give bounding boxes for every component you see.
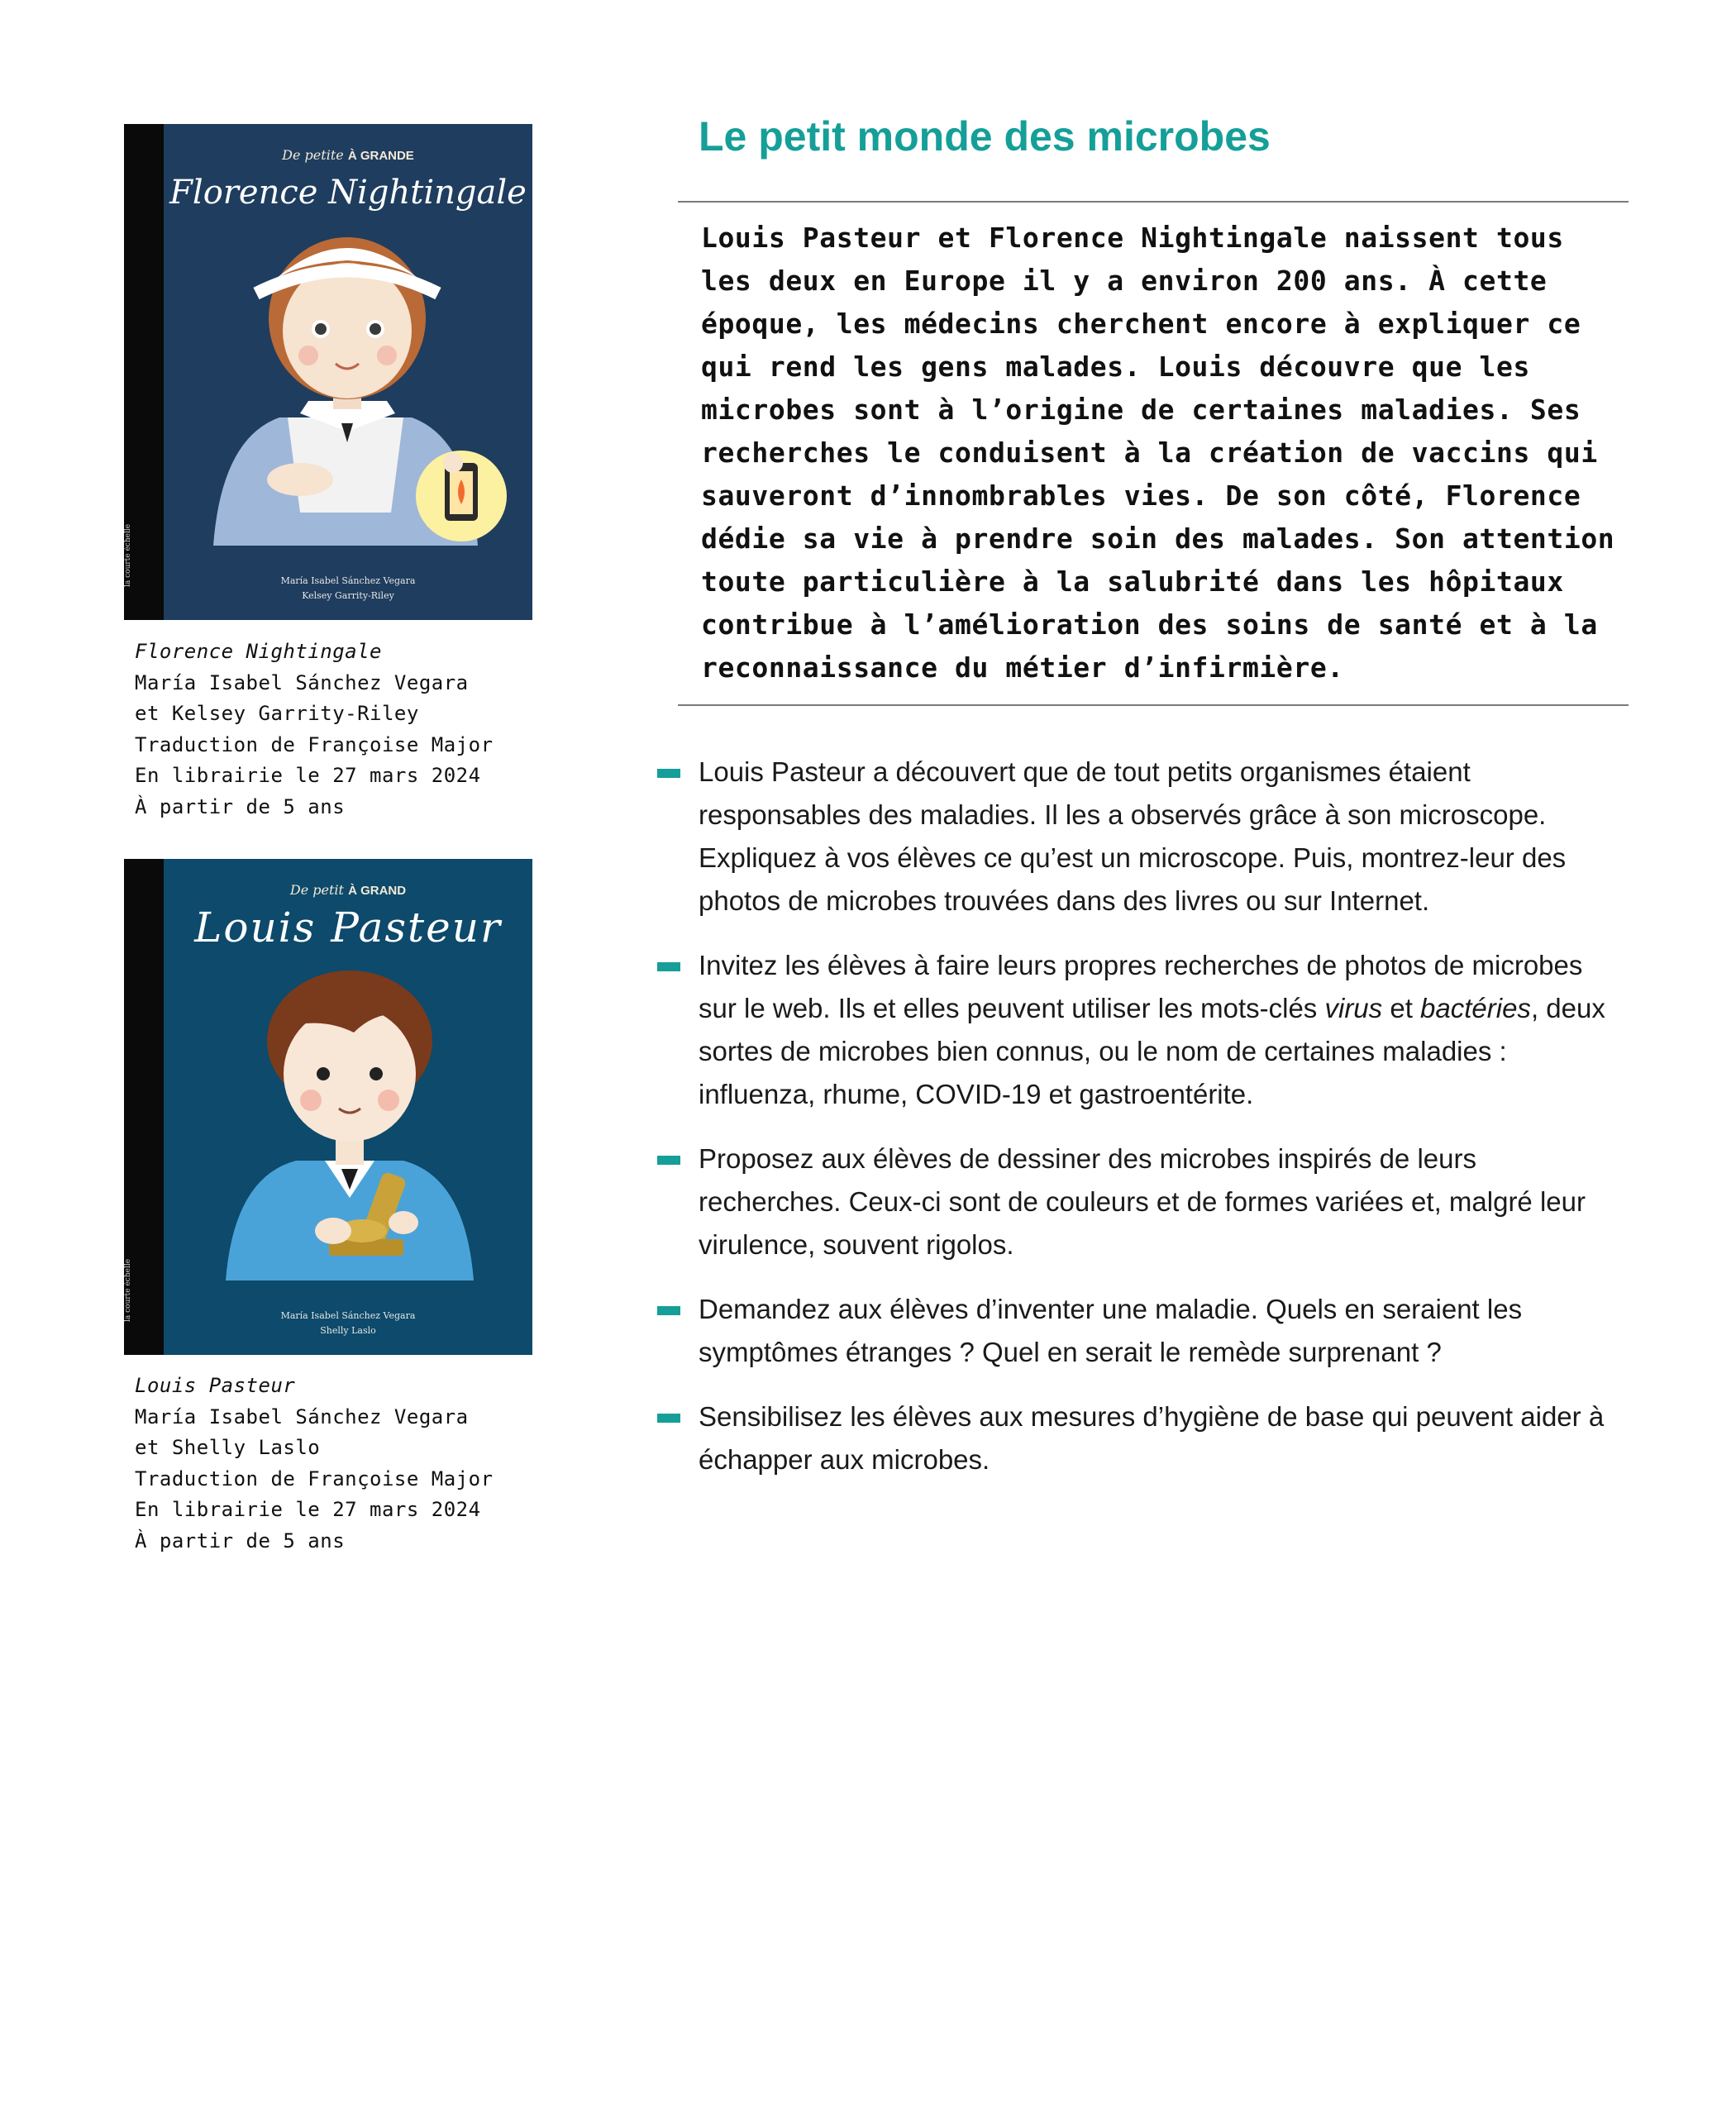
activity-text: Demandez aux élèves d’inventer une maladie. Quels en seraient les symptômes étranges ? Quel en serait le remède surprenant ?	[699, 1294, 1523, 1367]
cover-spine	[124, 859, 164, 1355]
cover-author: María Isabel Sánchez Vegara	[280, 575, 416, 586]
activity-text-before: Invitez les élèves à faire leurs propres recherches de photos de microbes sur le web. Ils et elles peuvent utiliser les mots-clés	[699, 950, 1583, 1023]
book-author: María Isabel Sánchez Vegara	[135, 670, 469, 694]
cover-series-name: À GRANDE	[347, 149, 414, 163]
book-author: María Isabel Sánchez Vegara	[135, 1405, 469, 1428]
cover-series-prefix: De petite	[282, 147, 344, 163]
cover-author: María Isabel Sánchez Vegara	[280, 1310, 416, 1321]
cover-illustrator: Kelsey Garrity-Riley	[302, 590, 394, 601]
divider-bottom	[678, 704, 1629, 706]
cover-series-name: À GRAND	[348, 884, 407, 898]
cover-series-prefix: De petit	[289, 882, 344, 898]
book-cover-florence-nightingale	[124, 124, 532, 620]
book-info-pasteur	[135, 1371, 532, 1557]
cover-publisher: la courte échelle	[124, 1258, 132, 1322]
book-illustrator: et Kelsey Garrity-Riley	[135, 702, 419, 725]
cover-spine	[124, 124, 164, 620]
florence-illustration	[164, 215, 532, 546]
activity-text-after: , deux sortes de microbes bien connus, ou le nom de certaines maladies : influenza, rhume, COVID-19 et gastroentérite.	[699, 993, 1605, 1109]
cover-credits	[164, 574, 532, 603]
pasteur-illustration	[164, 950, 532, 1281]
cover-credits	[164, 1309, 532, 1338]
bullet-dash-icon	[657, 962, 680, 971]
book-info-florence	[135, 637, 532, 823]
book-translation: Traduction de Françoise Major	[135, 732, 494, 756]
activity-text: Louis Pasteur a découvert que de tout petits organismes étaient responsables des maladies. Il les a observés grâce à son microscope. Expliquez à vos élèves ce qu’est un microscope. Puis, montrez-leur des photos de microbes trouvées dans des livres ou sur Internet.	[699, 756, 1567, 916]
cover-series	[164, 882, 532, 898]
bullet-dash-icon	[657, 769, 680, 778]
book-cover-louis-pasteur	[124, 859, 532, 1355]
book-release: En librairie le 27 mars 2024	[135, 1498, 481, 1521]
cover-title: Louis Pasteur	[194, 904, 502, 951]
intro-paragraph: Louis Pasteur et Florence Nightingale naissent tous les deux en Europe il y a environ 200 ans. À cette époque, les médecins cherchent encore à expliquer ce qui rend les gens malades. Louis découvre que les microbes sont à l’origine de certaines maladies. Ses recherches le conduisent à la création de vaccins qui sauveront d’innombrables vies. De son côté, Florence dédie sa vie à prendre soin des malades. Son attention toute particulière à la salubrité dans les hôpitaux contribue à l’amélioration des soins de santé et à la reconnaissance du métier d’infirmière.	[701, 222, 1615, 684]
cover-title: Florence Nightingale	[169, 174, 527, 212]
cover-publisher: la courte échelle	[124, 523, 132, 587]
divider-top	[678, 201, 1629, 203]
list-item	[657, 1288, 1624, 1374]
section-title: Le petit monde des microbes	[699, 113, 1271, 160]
activity-text: Sensibilisez les élèves aux mesures d’hygiène de base qui peuvent aider à échapper aux microbes.	[699, 1401, 1605, 1475]
list-item	[657, 1137, 1624, 1266]
cover-illustrator: Shelly Laslo	[320, 1325, 376, 1336]
book-age: À partir de 5 ans	[135, 1529, 346, 1552]
book-title: Florence Nightingale	[135, 640, 382, 663]
book-translation: Traduction de Françoise Major	[135, 1467, 494, 1490]
book-title: Louis Pasteur	[135, 1374, 296, 1397]
list-item	[657, 1395, 1624, 1481]
cover-series	[164, 147, 532, 163]
bullet-dash-icon	[657, 1306, 680, 1315]
book-release: En librairie le 27 mars 2024	[135, 764, 481, 787]
bullet-dash-icon	[657, 1414, 680, 1423]
activity-keyword-bacteries: bactéries	[1420, 993, 1531, 1023]
book-illustrator: et Shelly Laslo	[135, 1436, 321, 1459]
activity-text-middle: et	[1382, 993, 1421, 1023]
activity-text: Proposez aux élèves de dessiner des microbes inspirés de leurs recherches. Ceux-ci sont de couleurs et de formes variées et, malgré leur virulence, souvent rigolos.	[699, 1143, 1586, 1260]
book-age: À partir de 5 ans	[135, 794, 346, 818]
list-item	[657, 751, 1624, 923]
activity-list	[657, 751, 1624, 1503]
list-item	[657, 944, 1624, 1116]
bullet-dash-icon	[657, 1156, 680, 1165]
activity-keyword-virus: virus	[1324, 993, 1383, 1023]
